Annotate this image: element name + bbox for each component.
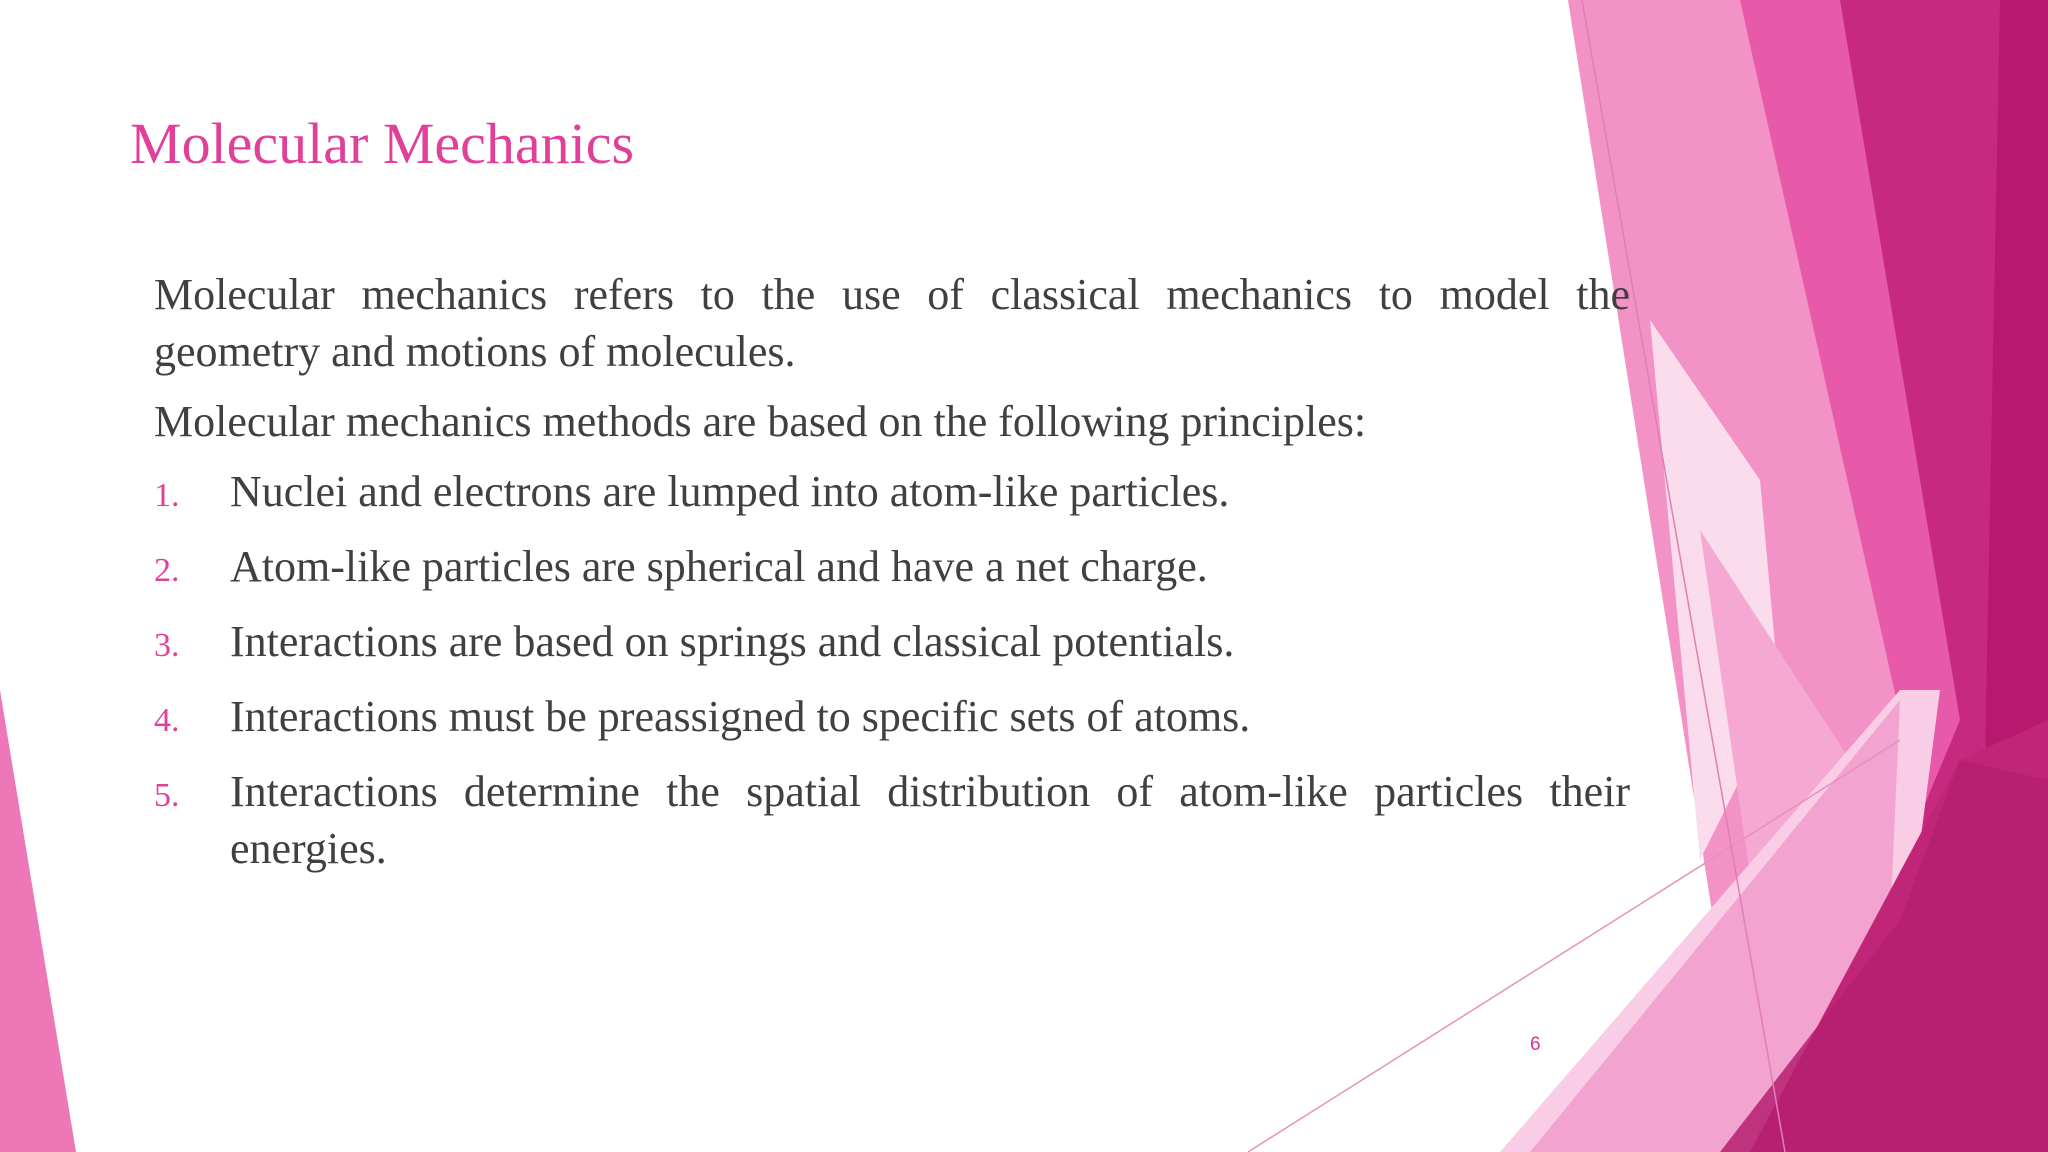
decor-left-edge-shape (0, 690, 76, 1152)
list-item-text: Nuclei and electrons are lumped into atom-like particles. (230, 467, 1230, 516)
list-item-text: Interactions must be preassigned to specific sets of atoms. (230, 692, 1251, 741)
list-item-text: Interactions determine the spatial distribution of atom-like particles their energies. (230, 767, 1630, 873)
list-item (154, 613, 1630, 670)
list-item (154, 463, 1630, 520)
principles-list (154, 463, 1630, 877)
list-item (154, 763, 1630, 877)
slide-number: 6 (1530, 1034, 1541, 1055)
list-item-number: 1. (154, 477, 180, 514)
list-item-number: 2. (154, 552, 180, 589)
list-item-text: Atom-like particles are spherical and have a net charge. (230, 542, 1208, 591)
slide-body (154, 266, 1630, 895)
list-item-text: Interactions are based on springs and classical potentials. (230, 617, 1235, 666)
list-item (154, 688, 1630, 745)
principles-lead-in: Molecular mechanics methods are based on the following principles: (154, 397, 1367, 446)
list-item (154, 538, 1630, 595)
list-item-number: 3. (154, 627, 180, 664)
list-item-number: 5. (154, 777, 180, 814)
list-item-number: 4. (154, 702, 180, 739)
slide-title: Molecular Mechanics (130, 111, 635, 176)
intro-paragraph: Molecular mechanics refers to the use of classical mechanics to model the geometry and motions of molecules. (154, 270, 1630, 376)
